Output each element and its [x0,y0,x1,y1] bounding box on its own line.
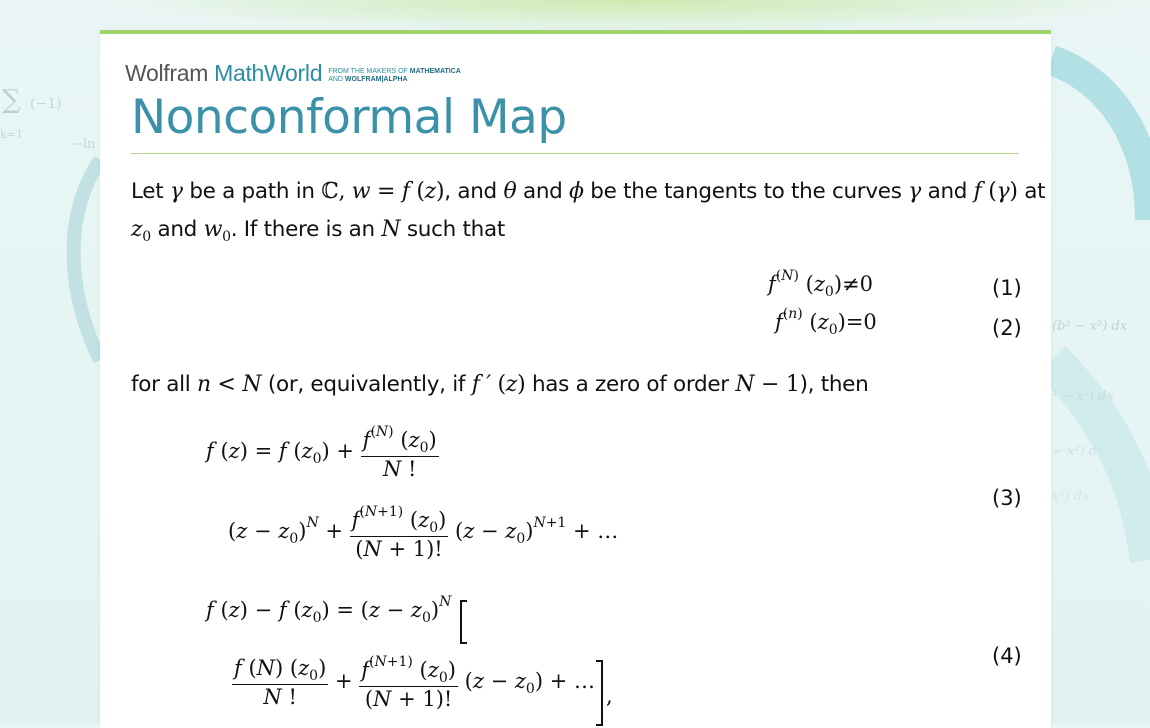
math-f-gamma: f [973,179,989,204]
text-equivalently: (or, equivalently, if [267,372,466,397]
bg-ln-term: −ln [72,137,96,152]
fraction-den-3: N ! [232,684,328,709]
page-title: Nonconformal Map [131,90,567,145]
text-such-that: such that [406,217,505,242]
text-let: Let [131,179,164,204]
fraction-fNz0-over-Nfact [232,656,328,709]
text-at: at [1024,179,1046,204]
math-z-1: z [424,179,436,204]
intro-line-1 [131,179,1045,204]
text-and-4: and [157,217,198,242]
bg-sum-symbol: ∑ [2,85,21,115]
math-fprime: f ′ [471,372,491,397]
fraction-den-4: (N + 1)! [359,686,458,711]
text-for-all: for all [131,372,191,397]
math-paren-z-close: ) [435,179,445,204]
equation-4-line-1: f (z) − f $(z_0) = (z - z_0)^N$ [206,594,452,626]
tagline-text-2: AND [328,76,343,83]
left-bracket [460,600,467,644]
math-gamma: γ [169,179,183,204]
bg-formula-2: ² − x²) dx [1052,389,1114,404]
math-n-lt-N: n [196,372,211,397]
equation-number-4: (4) [992,644,1022,668]
equation-3-line-1: f (z) = f $(z_0)$ + $\frac{f^{(N)} (z_0)}{N !}$ [206,424,437,481]
math-paren-z2: ( [497,372,506,397]
wolfram-mathworld-logo[interactable] [125,60,461,84]
math-theta: θ [503,179,517,204]
math-w-eq-fz: w [351,179,371,204]
bg-formula-1: (b² − x²) dx [1052,319,1128,334]
equation-3-line-2: $(z - z_0)^N$ + $\frac{f^{(N+1)} (z_0)}{(N + 1)!}$ $(z - z_0)^{N+1}$ + … [228,504,619,561]
tagline-text-1: FROM THE MAKERS OF [328,68,408,75]
math-eq-1: = [370,179,402,204]
math-N-2: N [242,372,262,397]
bg-sum-index: k=1 [0,128,23,141]
logo-wolfram-text: Wolfram [125,60,209,86]
bg-curve-left [74,160,100,360]
tagline-line-1 [328,68,461,75]
bg-formula-3: − x²) dx [1052,444,1105,459]
fraction-num-1: $f^{(N)}$ $(z_0)$ [362,424,437,456]
fraction-num-3: f (N) $(z_0)$ [234,656,327,684]
fraction-fN1-over-N1fact-2 [359,654,458,711]
math-gamma-3: γ [996,179,1010,204]
logo-mathworld-text: MathWorld [214,60,323,86]
math-gamma-2: γ [908,179,922,204]
math-paren-gamma: ( [988,179,997,204]
math-lt: < [210,372,243,397]
bg-curve-right-lower [1051,360,1150,560]
sub-0-a: 0 [142,229,151,245]
math-w0: $w_0$ [203,217,231,245]
bg-formula-4: x²) dx [1052,489,1090,504]
text-and-3: and [927,179,968,204]
math-comma: , [338,179,346,204]
intro-line-2 [131,217,505,245]
equation-4-line-2: $\frac{f (N) (z_0)}{N !}$ + $\frac{f^{(N+1)} (z_0)}{(N + 1)!}$ $(z - z_0)$ + … [234,654,595,711]
math-paren-z2-close: ) [517,372,526,397]
math-paren-z: ( [416,179,425,204]
equation-number-2: (2) [992,316,1022,340]
logo-tagline [328,68,461,84]
bg-sum-term: (−1) [30,96,62,112]
text-if-there: . If there is an [230,217,375,242]
fraction-num-4: $f^{(N+1)}$ $(z_0)$ [361,654,456,686]
tagline-mathematica: MATHEMATICA [409,68,461,75]
fraction-num-2: $f^{(N+1)}$ $(z_0)$ [351,504,447,536]
math-paren-gamma-close: ) [1009,179,1018,204]
tagline-line-2 [328,76,407,83]
text-and-1: , and [444,179,497,204]
math-N: N [381,217,401,242]
equation-4-comma: , [606,684,613,708]
tagline-wolframalpha: WOLFRAM|ALPHA [344,76,408,83]
math-N-minus-1: N [735,372,755,397]
sub-0-b: 0 [222,229,231,245]
content-card [100,30,1051,728]
equation-2: $f^{(n)}$ $(z_0)=0$ [775,306,877,338]
condition-line [131,372,868,397]
fraction-den-2: (N + 1)! [350,536,449,561]
equation-number-3: (3) [992,486,1022,510]
title-divider [131,153,1019,154]
text-then: ), then [799,372,869,397]
right-bracket [596,660,603,726]
math-z0: $z_0$ [131,217,151,245]
fraction-fN-over-Nfact [361,424,439,481]
math-complex-c: ℂ [321,179,339,204]
fraction-fN1-over-N1fact [350,504,449,561]
text-be-path: be a path in [189,179,315,204]
bg-curve-right [1051,60,1150,220]
text-zero-order: has a zero of order [531,372,729,397]
math-minus-one: − 1 [754,372,800,397]
equation-number-1: (1) [992,276,1022,300]
math-f-1: f [401,179,417,204]
math-phi: ϕ [569,179,584,204]
text-and-2: and [522,179,563,204]
equation-1: $f^{(N)}$ $(z_0)\ne 0$ [768,268,873,300]
fraction-den-1: N ! [361,456,439,481]
text-tangents: be the tangents to the curves [590,179,902,204]
math-z-2: z [505,372,518,397]
